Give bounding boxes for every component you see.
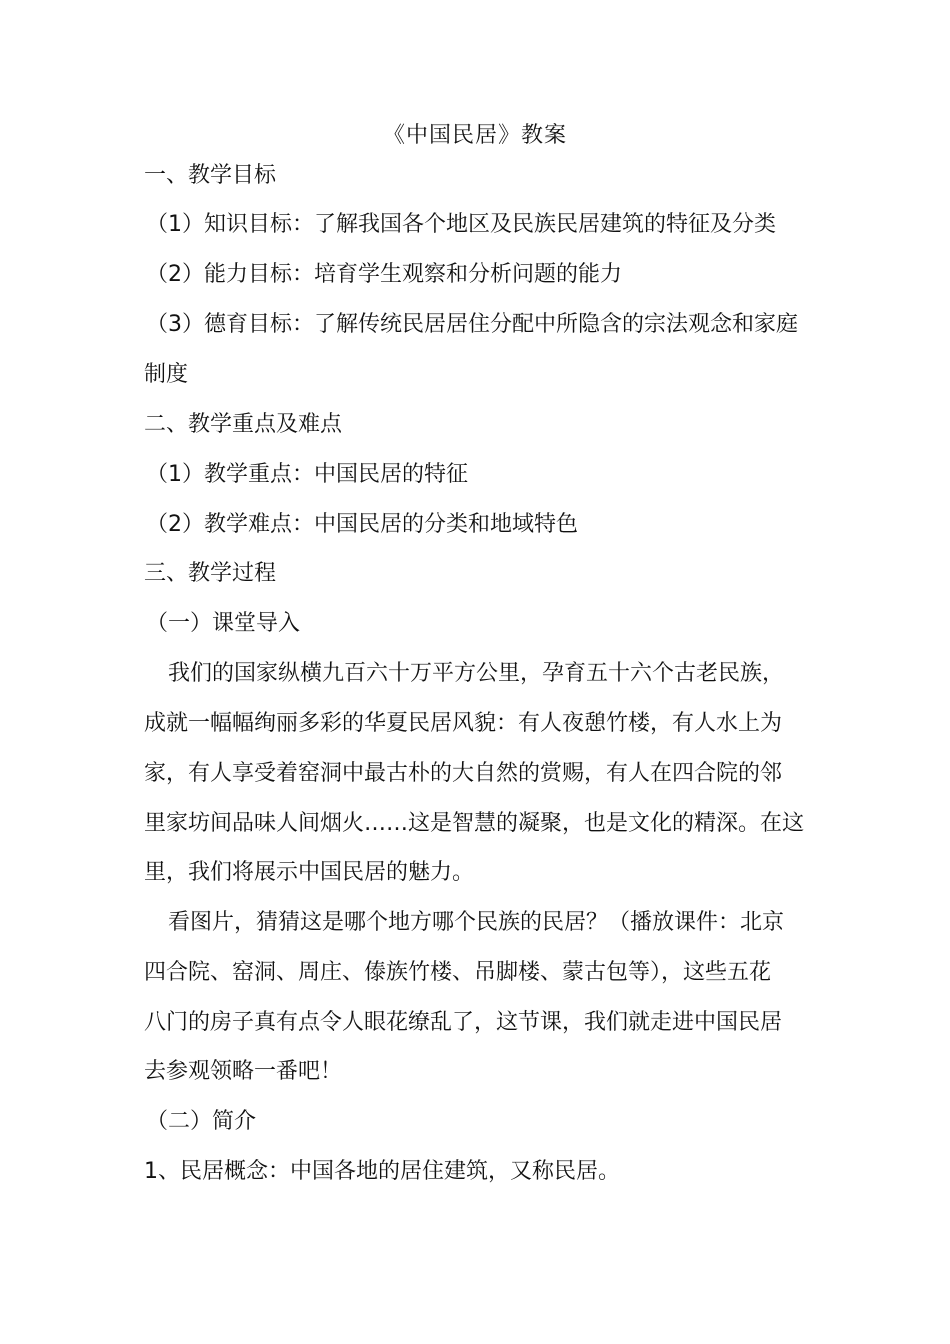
- paragraph-line: 八门的房子真有点令人眼花缭乱了，这节课，我们就走进中国民居: [144, 1010, 783, 1035]
- subsection-heading-intro: （一）课堂导入: [146, 611, 301, 636]
- objective-moral-continued: 制度: [144, 362, 189, 387]
- paragraph-line: 成就一幅幅绚丽多彩的华夏民居风貌：有人夜憩竹楼，有人水上为: [144, 711, 783, 736]
- key-point: （1）教学重点：中国民居的特征: [146, 462, 468, 487]
- definition-line: 1、民居概念：中国各地的居住建筑，又称民居。: [144, 1159, 620, 1184]
- objective-moral: （3）德育目标：了解传统民居居住分配中所隐含的宗法观念和家庭: [146, 312, 798, 337]
- paragraph-line: 我们的国家纵横九百六十万平方公里，孕育五十六个古老民族，: [168, 661, 785, 686]
- paragraph-line: 四合院、窑洞、周庄、傣族竹楼、吊脚楼、蒙古包等），这些五花: [144, 960, 772, 985]
- document-title: 《中国民居》教案: [382, 123, 567, 148]
- paragraph-line: 去参观领略一番吧！: [144, 1059, 343, 1084]
- section-heading-key-points: 二、教学重点及难点: [144, 412, 343, 437]
- paragraph-line: 看图片，猜猜这是哪个地方哪个民族的民居？（播放课件：北京: [168, 910, 785, 935]
- difficult-point: （2）教学难点：中国民居的分类和地域特色: [146, 512, 578, 537]
- paragraph-line: 家，有人享受着窑洞中最古朴的大自然的赏赐，有人在四合院的邻: [144, 761, 783, 786]
- paragraph-line: 里家坊间品味人间烟火……这是智慧的凝聚，也是文化的精深。在这: [144, 811, 805, 836]
- objective-ability: （2）能力目标：培育学生观察和分析问题的能力: [146, 262, 622, 287]
- objective-knowledge: （1）知识目标：了解我国各个地区及民族民居建筑的特征及分类: [146, 212, 776, 237]
- paragraph-line: 里，我们将展示中国民居的魅力。: [144, 860, 475, 885]
- subsection-heading-brief: （二）简介: [146, 1109, 257, 1134]
- section-heading-objectives: 一、教学目标: [144, 163, 277, 188]
- section-heading-process: 三、教学过程: [144, 561, 277, 586]
